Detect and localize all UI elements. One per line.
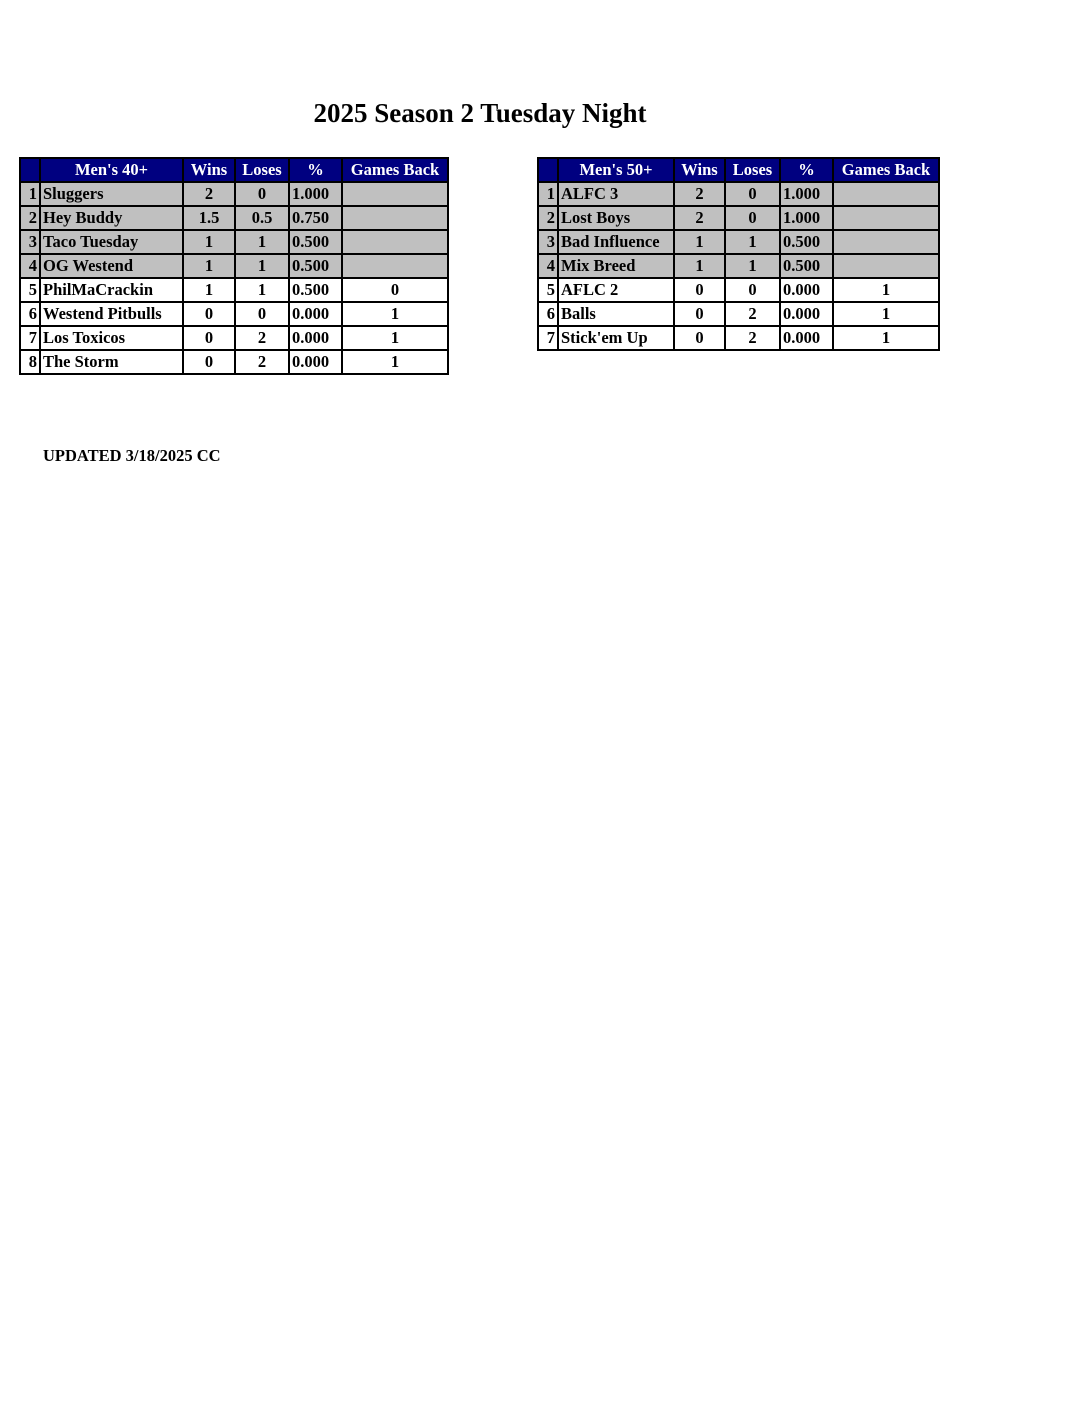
loses-header: Loses (235, 158, 289, 182)
loses-cell: 2 (725, 326, 780, 350)
wins-cell: 0 (183, 350, 235, 374)
pct-cell: 0.000 (780, 326, 833, 350)
games-back-cell: 1 (342, 302, 448, 326)
table-row (538, 206, 939, 230)
pct-cell: 0.000 (780, 278, 833, 302)
games-back-cell (833, 206, 939, 230)
pct-cell: 0.750 (289, 206, 342, 230)
pct-cell: 0.000 (289, 326, 342, 350)
table-row (20, 230, 448, 254)
wins-cell: 2 (183, 182, 235, 206)
rank-cell: 4 (538, 254, 558, 278)
loses-cell: 0 (725, 206, 780, 230)
table-row (20, 182, 448, 206)
table-row (538, 302, 939, 326)
wins-cell: 0 (674, 326, 725, 350)
rank-cell: 2 (20, 206, 40, 230)
rank-cell: 1 (20, 182, 40, 206)
division-header: Men's 50+ (558, 158, 674, 182)
loses-cell: 1 (235, 278, 289, 302)
games-back-cell (342, 230, 448, 254)
team-name-cell: The Storm (40, 350, 183, 374)
rank-cell: 1 (538, 182, 558, 206)
wins-cell: 0 (674, 302, 725, 326)
table-row (538, 326, 939, 350)
pct-cell: 0.500 (289, 278, 342, 302)
table-row (20, 326, 448, 350)
rank-cell: 5 (20, 278, 40, 302)
table-row (20, 302, 448, 326)
wins-cell: 0 (674, 278, 725, 302)
pct-cell: 0.000 (780, 302, 833, 326)
team-name-cell: Sluggers (40, 182, 183, 206)
games-back-cell: 1 (833, 326, 939, 350)
pct-cell: 1.000 (780, 206, 833, 230)
page-title: 2025 Season 2 Tuesday Night (313, 98, 647, 128)
games-back-cell (342, 254, 448, 278)
games-back-cell (833, 254, 939, 278)
games-back-cell (342, 182, 448, 206)
pct-cell: 0.000 (289, 350, 342, 374)
table-header-row (538, 158, 939, 182)
wins-header: Wins (183, 158, 235, 182)
team-name-cell: PhilMaCrackin (40, 278, 183, 302)
rank-cell: 4 (20, 254, 40, 278)
games-back-cell: 1 (833, 278, 939, 302)
wins-cell: 0 (183, 326, 235, 350)
games-back-header: Games Back (342, 158, 448, 182)
team-name-cell: Mix Breed (558, 254, 674, 278)
rank-cell: 3 (538, 230, 558, 254)
wins-cell: 0 (183, 302, 235, 326)
loses-cell: 0 (725, 278, 780, 302)
pct-cell: 0.000 (289, 302, 342, 326)
mens-50-standings-table (537, 157, 940, 351)
team-name-cell: Bad Influence (558, 230, 674, 254)
team-name-cell: Los Toxicos (40, 326, 183, 350)
wins-cell: 2 (674, 182, 725, 206)
loses-cell: 0.5 (235, 206, 289, 230)
rank-cell: 5 (538, 278, 558, 302)
loses-cell: 1 (725, 230, 780, 254)
rank-cell: 6 (20, 302, 40, 326)
loses-header: Loses (725, 158, 780, 182)
wins-cell: 1 (674, 230, 725, 254)
pct-header: % (289, 158, 342, 182)
pct-header: % (780, 158, 833, 182)
loses-cell: 0 (235, 302, 289, 326)
division-header: Men's 40+ (40, 158, 183, 182)
team-name-cell: Hey Buddy (40, 206, 183, 230)
games-back-cell: 0 (342, 278, 448, 302)
table-header-row (20, 158, 448, 182)
team-name-cell: Stick'em Up (558, 326, 674, 350)
games-back-cell (833, 182, 939, 206)
wins-cell: 1.5 (183, 206, 235, 230)
loses-cell: 0 (235, 182, 289, 206)
games-back-cell (342, 206, 448, 230)
rank-cell: 6 (538, 302, 558, 326)
table-row (538, 182, 939, 206)
wins-cell: 1 (183, 254, 235, 278)
games-back-cell: 1 (833, 302, 939, 326)
pct-cell: 0.500 (780, 230, 833, 254)
rank-cell: 3 (20, 230, 40, 254)
table-row (20, 254, 448, 278)
loses-cell: 2 (235, 350, 289, 374)
pct-cell: 1.000 (780, 182, 833, 206)
loses-cell: 0 (725, 182, 780, 206)
games-back-cell (833, 230, 939, 254)
updated-note: UPDATED 3/18/2025 CC (43, 446, 221, 465)
loses-cell: 2 (235, 326, 289, 350)
wins-cell: 1 (183, 230, 235, 254)
mens-40-standings-table (19, 157, 449, 375)
team-name-cell: Balls (558, 302, 674, 326)
team-name-cell: AFLC 2 (558, 278, 674, 302)
loses-cell: 1 (725, 254, 780, 278)
wins-cell: 1 (183, 278, 235, 302)
games-back-cell: 1 (342, 326, 448, 350)
table-row (538, 254, 939, 278)
table-row (20, 206, 448, 230)
rank-cell: 2 (538, 206, 558, 230)
team-name-cell: Lost Boys (558, 206, 674, 230)
pct-cell: 0.500 (780, 254, 833, 278)
rank-header (538, 158, 558, 182)
table-row (538, 278, 939, 302)
team-name-cell: OG Westend (40, 254, 183, 278)
wins-cell: 1 (674, 254, 725, 278)
table-row (538, 230, 939, 254)
loses-cell: 1 (235, 254, 289, 278)
pct-cell: 0.500 (289, 230, 342, 254)
games-back-cell: 1 (342, 350, 448, 374)
games-back-header: Games Back (833, 158, 939, 182)
rank-cell: 8 (20, 350, 40, 374)
team-name-cell: Taco Tuesday (40, 230, 183, 254)
rank-cell: 7 (538, 326, 558, 350)
rank-header (20, 158, 40, 182)
loses-cell: 2 (725, 302, 780, 326)
wins-header: Wins (674, 158, 725, 182)
pct-cell: 1.000 (289, 182, 342, 206)
team-name-cell: ALFC 3 (558, 182, 674, 206)
wins-cell: 2 (674, 206, 725, 230)
team-name-cell: Westend Pitbulls (40, 302, 183, 326)
loses-cell: 1 (235, 230, 289, 254)
table-row (20, 350, 448, 374)
pct-cell: 0.500 (289, 254, 342, 278)
rank-cell: 7 (20, 326, 40, 350)
table-row (20, 278, 448, 302)
